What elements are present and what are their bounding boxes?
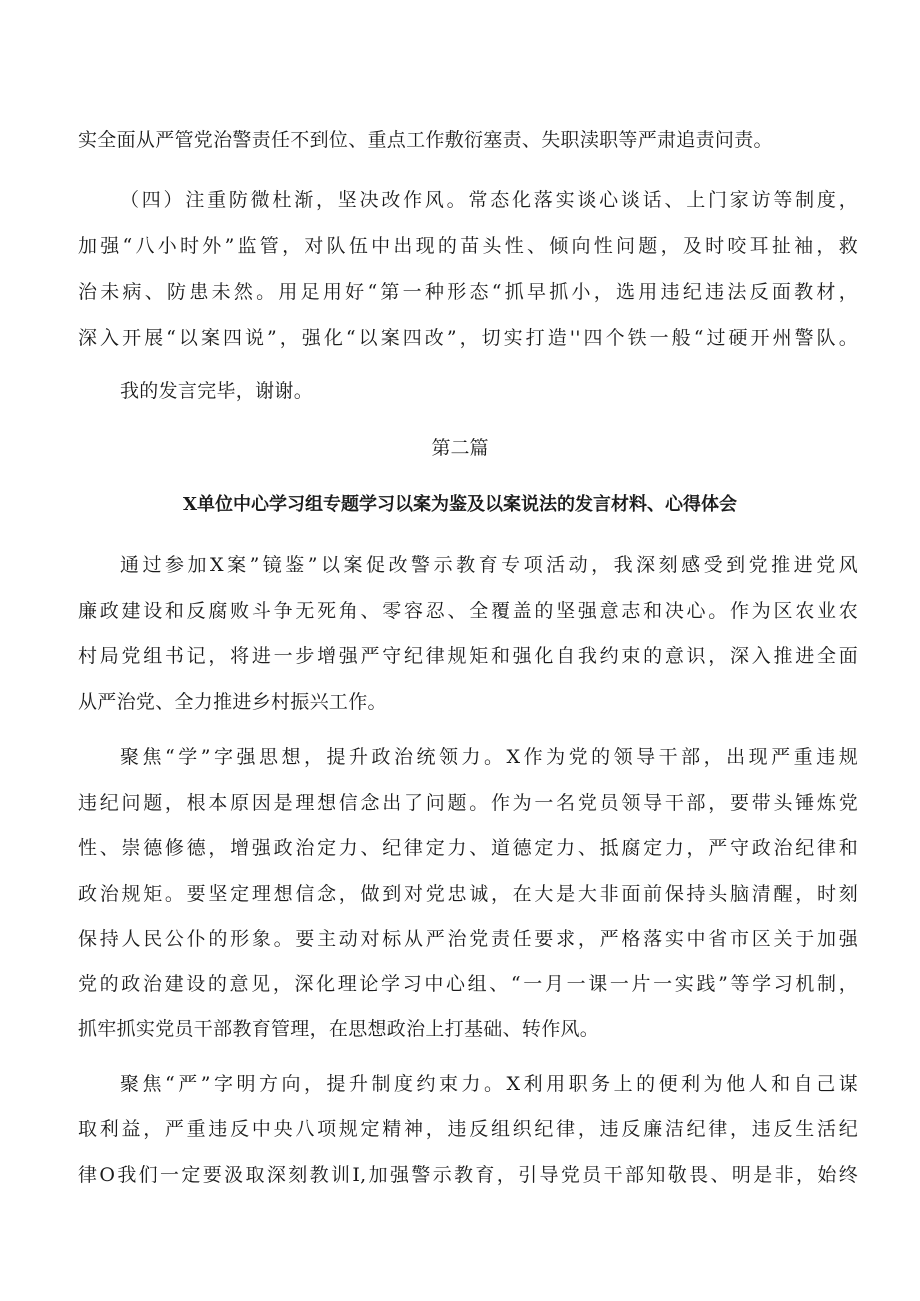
paragraph-line: 党的政治建设的意见，深化理论学习中心组、“一月一课一片一实践”等学习机制，	[78, 973, 858, 995]
closing-remark: 我的发言完毕，谢谢。	[120, 380, 314, 402]
paragraph-line: 保持人民公仆的形象。要主动对标从严治党责任要求，严格落实中省市区关于加强	[78, 928, 858, 950]
paragraph-line: 取利益，严重违反中央八项规定精神，违反组织纪律，违反廉洁纪律，违反生活纪	[78, 1118, 858, 1140]
paragraph-line: 通过参加X案”镜鉴”以案促改警示教育专项活动，我深刻感受到党推进党风	[120, 554, 858, 576]
paragraph-line: （四）注重防微杜渐，坚决改作风。常态化落实谈心谈话、上门家访等制度，	[120, 189, 858, 211]
section-title: X单位中心学习组专题学习以案为鉴及以案说法的发言材料、心得体会	[183, 494, 737, 515]
paragraph-line: 性、崇德修德，增强政治定力、纪律定力、道德定力、抵腐定力，严守政治纪律和	[78, 837, 858, 859]
paragraph-line: 从严治党、全力推进乡村振兴工作。	[78, 691, 387, 713]
paragraph-line: 廉政建设和反腐败斗争无死角、零容忍、全覆盖的坚强意志和决心。作为区农业农	[78, 600, 858, 622]
paragraph-line: 实全面从严管党治警责任不到位、重点工作敷衍塞责、失职渎职等严肃追责问责。	[78, 129, 773, 151]
section-label: 第二篇	[431, 437, 489, 459]
paragraph-line: 聚焦“严”字明方向，提升制度约束力。X利用职务上的便利为他人和自己谋	[120, 1073, 858, 1095]
paragraph-line: 政治规矩。要坚定理想信念，做到对党忠诚，在大是大非面前保持头脑清醒，时刻	[78, 883, 858, 905]
paragraph-line: 深入开展“以案四说”，强化“以案四改”，切实打造''四个铁一般“过硬开州警队。	[78, 327, 858, 349]
paragraph-line: 治未病、防患未然。用足用好“第一种形态“抓早抓小，选用违纪违法反面教材，	[78, 281, 858, 303]
paragraph-line: 加强“八小时外”监管，对队伍中出现的苗头性、倾向性问题，及时咬耳扯袖，救	[78, 235, 858, 257]
paragraph-line: 抓牢抓实党员干部教育管理，在思想政治上打基础、转作风。	[78, 1018, 600, 1040]
paragraph-line: 违纪问题，根本原因是理想信念出了问题。作为一名党员领导干部，要带头锤炼党	[78, 792, 858, 814]
paragraph-line: 村局党组书记，将进一步增强严守纪律规矩和强化自我约束的意识，深入推进全面	[78, 645, 858, 667]
paragraph-line: 律O我们一定要汲取深刻教训I,加强警示教育，引导党员干部知敬畏、明是非，始终	[78, 1164, 858, 1186]
paragraph-line: 聚焦“学”字强思想，提升政治统领力。X作为党的领导干部，出现严重违规	[120, 746, 858, 768]
